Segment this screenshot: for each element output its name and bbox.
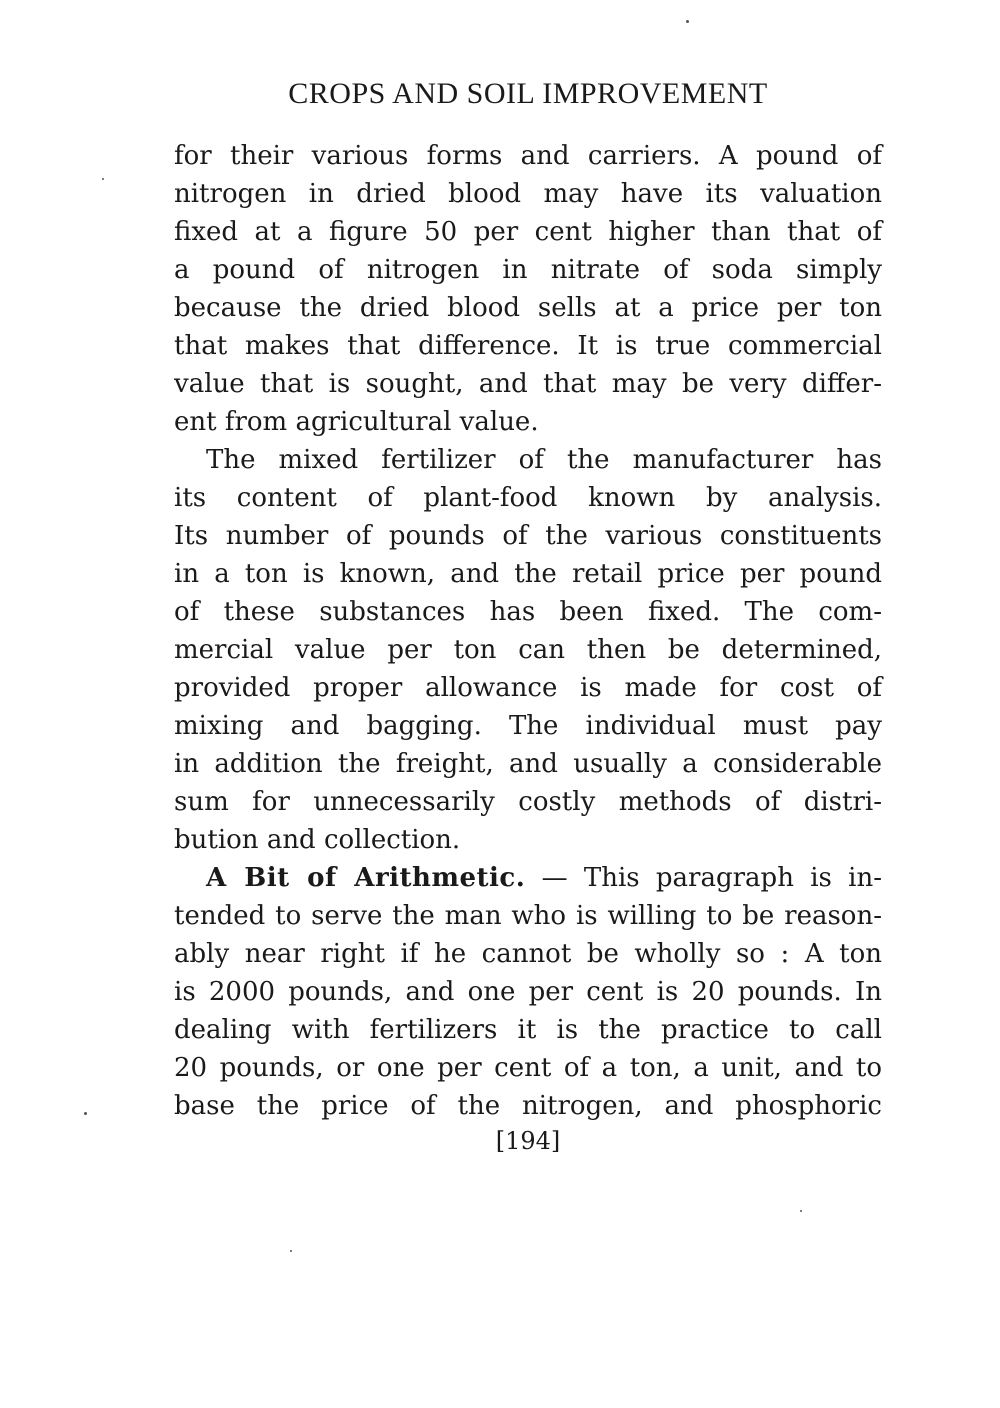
running-head: CROPS AND SOIL IMPROVEMENT <box>288 77 768 110</box>
text-line-rest: — This paragraph is in- <box>541 863 883 893</box>
text-line: nitrogen in dried blood may have its valuation <box>174 179 882 209</box>
text-line: a pound of nitrogen in nitrate of soda simply <box>174 255 882 285</box>
paragraph-2 <box>174 441 882 859</box>
paragraph-1 <box>174 137 882 441</box>
text-line: bution and collection. <box>174 825 461 855</box>
text-line: is 2000 pounds, and one per cent is 20 pounds. In <box>174 977 882 1007</box>
scan-speck <box>800 1210 802 1212</box>
text-line: mercial value per ton can then be determined, <box>174 635 882 665</box>
text-line: ably near right if he cannot be wholly so : A ton <box>174 939 882 969</box>
body-text <box>174 137 882 1125</box>
text-line: mixing and bagging. The individual must pay <box>174 711 882 741</box>
text-line: provided proper allowance is made for cost of <box>174 673 882 703</box>
text-line: ent from agricultural value. <box>174 407 539 437</box>
text-line: fixed at a figure 50 per cent higher than that of <box>174 217 882 247</box>
section-run-in-heading: A Bit of Arithmetic. <box>206 863 526 893</box>
page-number: [194] <box>495 1127 561 1155</box>
scan-speck <box>102 178 104 180</box>
text-line: value that is sought, and that may be very differ- <box>174 369 882 399</box>
paragraph-3 <box>174 859 882 1125</box>
text-line: sum for unnecessarily costly methods of distri- <box>174 787 882 817</box>
text-line: in a ton is known, and the retail price per pound <box>174 559 882 589</box>
text-line <box>174 859 882 897</box>
text-line: of these substances has been fixed. The com- <box>174 597 882 627</box>
scan-speck <box>290 1250 292 1252</box>
text-line: The mixed fertilizer of the manufacturer has <box>206 445 882 475</box>
scan-speck <box>84 1112 87 1115</box>
text-line: 20 pounds, or one per cent of a ton, a unit, and to <box>174 1053 882 1083</box>
text-line: Its number of pounds of the various constituents <box>174 521 882 551</box>
text-line: tended to serve the man who is willing to be reason- <box>174 901 882 931</box>
scan-speck <box>686 20 689 23</box>
text-line: its content of plant-food known by analysis. <box>174 483 882 513</box>
text-line: in addition the freight, and usually a considerable <box>174 749 882 779</box>
text-line: for their various forms and carriers. A pound of <box>174 141 882 171</box>
text-line: because the dried blood sells at a price per ton <box>174 293 882 323</box>
text-line: base the price of the nitrogen, and phosphoric <box>174 1091 882 1121</box>
text-line: dealing with fertilizers it is the practice to call <box>174 1015 882 1045</box>
text-line: that makes that difference. It is true commercial <box>174 331 882 361</box>
